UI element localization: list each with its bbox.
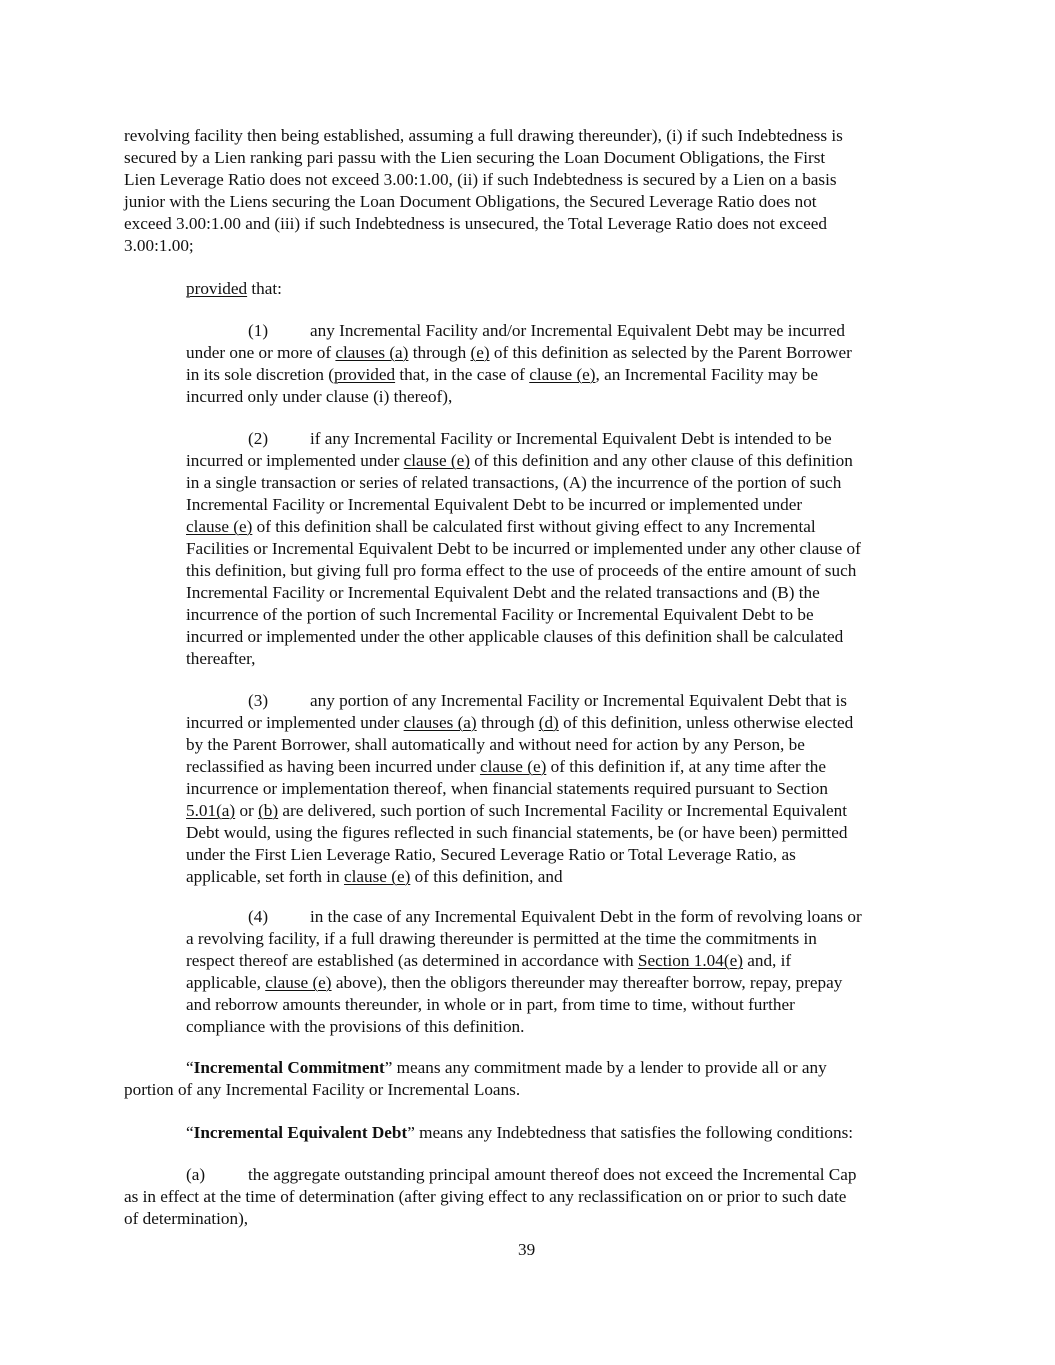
text-line: incurred or implemented under the other applicable clauses of this definition shall be calculated (186, 627, 844, 646)
text-run: in its sole discretion ( (186, 365, 334, 384)
clause-reference: (d) (538, 713, 559, 732)
text-run: of this definition as selected by the Parent Borrower (489, 343, 852, 362)
text-line: under the First Lien Leverage Ratio, Secured Leverage Ratio or Total Leverage Ratio, as (186, 845, 796, 864)
text-line: portion of any Incremental Facility or Incremental Loans. (124, 1080, 521, 1099)
text-line: Debt would, using the figures reflected in such financial statements, be (or have been) permitted (186, 823, 848, 842)
clause-reference: clause (e) (186, 517, 253, 536)
text-line (186, 972, 842, 994)
text-line (186, 866, 563, 888)
section-reference: Section 1.04(e) (637, 951, 743, 970)
text-run: are delivered, such portion of such Incremental Facility or Incremental Equivalent (278, 801, 848, 820)
clause-reference: (e) (470, 343, 490, 362)
text-line: in a single transaction or series of related transactions, (A) the incurrence of the portion of such (186, 473, 842, 492)
clause-reference: clauses (a) (335, 343, 409, 362)
text-run: that, in the case of (395, 365, 530, 384)
text-run: or (235, 801, 259, 820)
definition-line (186, 1122, 853, 1144)
item-number: (1) (248, 321, 269, 340)
text-line: Facilities or Incremental Equivalent Debt to be incurred or implemented under any other clause of (186, 539, 861, 558)
text-line: any portion of any Incremental Facility or Incremental Equivalent Debt that is (310, 691, 847, 710)
text-run: that: (247, 279, 282, 298)
text-line: as in effect at the time of determination (after giving effect to any reclassification on or prior to such date (124, 1187, 847, 1206)
clause-reference: clauses (a) (403, 713, 477, 732)
text-line: junior with the Liens securing the Loan Document Obligations, the Secured Leverage Ratio does not (124, 192, 817, 211)
text-line (186, 342, 852, 364)
item-number: (4) (248, 907, 269, 926)
text-run: of this definition if, at any time after the (546, 757, 827, 776)
item-number: (a) (186, 1165, 206, 1184)
item-number: (3) (248, 691, 269, 710)
text-line (186, 712, 853, 734)
text-line (186, 756, 826, 778)
underlined-term: provided (186, 279, 248, 298)
text-line (186, 278, 282, 300)
text-line: Incremental Facility or Incremental Equivalent Debt and the related transactions and (B) the (186, 583, 820, 602)
definition-line (186, 1057, 827, 1079)
text-line: exceed 3.00:1.00 and (iii) if such Indebtedness is unsecured, the Total Leverage Ratio does not exceed (124, 214, 827, 233)
text-run: ” means any commitment made by a lender to provide all or any (384, 1058, 827, 1077)
text-run: incurred or implemented under (186, 713, 404, 732)
clause-reference: clause (e) (529, 365, 596, 384)
text-line: if any Incremental Facility or Incremental Equivalent Debt is intended to be (310, 429, 832, 448)
text-line: revolving facility then being established, assuming a full drawing thereunder), (i) if such Indebtedness is (124, 126, 843, 145)
text-line: incurrence of the portion of such Incremental Facility or Incremental Equivalent Debt to be (186, 605, 814, 624)
text-line: incurred only under clause (i) thereof), (186, 387, 453, 406)
clause-reference: clause (e) (343, 867, 411, 886)
text-line: 3.00:1.00; (124, 236, 194, 255)
clause-reference: clause (e) (479, 757, 547, 776)
text-line: and reborrow amounts thereunder, in whole or in part, from time to time, without further (186, 995, 795, 1014)
item-number: (2) (248, 429, 269, 448)
text-line: any Incremental Facility and/or Incremental Equivalent Debt may be incurred (310, 321, 845, 340)
text-run: applicable, set forth in (186, 867, 344, 886)
text-line (186, 364, 818, 386)
text-line: incurrence or implementation thereof, when financial statements required pursuant to Section (186, 779, 828, 798)
text-run: incurred or implemented under (186, 451, 404, 470)
section-reference: 5.01(a) (186, 801, 236, 820)
text-run: under one or more of (186, 343, 336, 362)
text-line: thereafter, (186, 649, 256, 668)
text-run: above), then the obligors thereunder may thereafter borrow, repay, prepay (331, 973, 843, 992)
text-run: ” means any Indebtedness that satisfies the following conditions: (407, 1123, 854, 1142)
text-line: by the Parent Borrower, shall automatically and without need for action by any Person, be (186, 735, 805, 754)
text-line: a revolving facility, if a full drawing thereunder is permitted at the time the commitments in (186, 929, 817, 948)
text-run: of this definition and any other clause of this definition (469, 451, 853, 470)
defined-term: Incremental Commitment (193, 1058, 385, 1077)
text-line: compliance with the provisions of this definition. (186, 1017, 525, 1036)
clause-reference: clause (e) (265, 973, 332, 992)
text-line (186, 950, 791, 972)
text-run: through (408, 343, 471, 362)
text-line: Incremental Facility or Incremental Equivalent Debt to be incurred or implemented under (186, 495, 803, 514)
clause-reference: clause (e) (403, 451, 470, 470)
text-line: the aggregate outstanding principal amount thereof does not exceed the Incremental Cap (248, 1165, 857, 1184)
text-line (186, 450, 853, 472)
text-run: reclassified as having been incurred under (186, 757, 480, 776)
text-run: of this definition, unless otherwise elected (558, 713, 854, 732)
text-line: secured by a Lien ranking pari passu with the Lien securing the Loan Document Obligations, the First (124, 148, 826, 167)
text-run: of this definition shall be calculated first without giving effect to any Incremental (252, 517, 816, 536)
text-line: Lien Leverage Ratio does not exceed 3.00:1.00, (ii) if such Indebtedness is secured by a Lien on a basis (124, 170, 837, 189)
text-run: “ (186, 1058, 194, 1077)
text-run: of this definition, and (410, 867, 563, 886)
text-line: of determination), (124, 1209, 249, 1228)
text-run: applicable, (186, 973, 266, 992)
page-number: 39 (518, 1240, 536, 1259)
section-reference: (b) (258, 801, 279, 820)
text-run: respect thereof are established (as determined in accordance with (186, 951, 638, 970)
text-run: and, if (742, 951, 792, 970)
text-line: this definition, but giving full pro forma effect to the use of proceeds of the entire amount of such (186, 561, 857, 580)
text-line: in the case of any Incremental Equivalent Debt in the form of revolving loans or (310, 907, 862, 926)
text-run: , an Incremental Facility may be (595, 365, 818, 384)
text-run: through (476, 713, 539, 732)
text-line (186, 800, 847, 822)
defined-term: Incremental Equivalent Debt (193, 1123, 408, 1142)
text-line (186, 516, 816, 538)
text-run: “ (186, 1123, 194, 1142)
underlined-term: provided (333, 365, 396, 384)
